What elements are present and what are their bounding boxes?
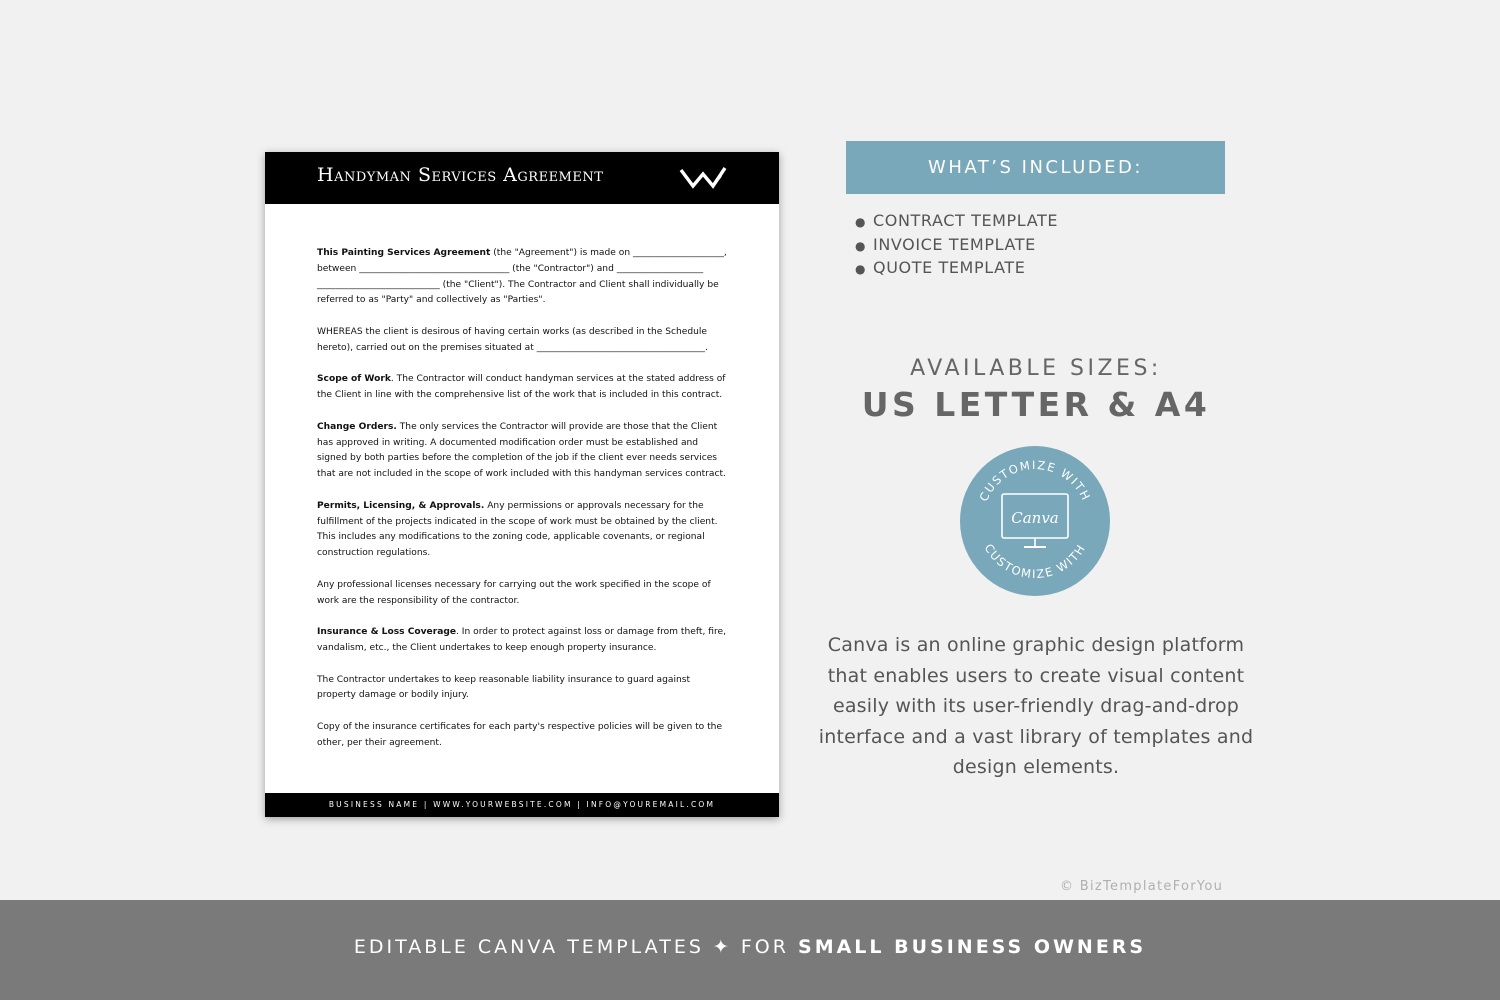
list-item: ● QUOTE TEMPLATE [855, 257, 1058, 281]
paragraph-text: Any professional licenses necessary for carrying out the work specified in the scope of work are the responsibility of the contractor. [317, 579, 711, 606]
bullet-icon: ● [855, 238, 867, 253]
document-paragraph [317, 720, 729, 752]
document-paragraph [317, 673, 729, 705]
list-item: ● INVOICE TEMPLATE [855, 234, 1058, 258]
paragraph-text: Copy of the insurance certificates for each party's respective policies will be given to the other, per their agreement. [317, 721, 723, 748]
whats-included-heading: WHAT’S INCLUDED: [846, 141, 1225, 194]
paragraph-text: WHEREAS the client is desirous of having certain works (as described in the Schedule hereto), carried out on the premises situated at _____________________________________. [317, 326, 708, 353]
bottom-banner-prefix: EDITABLE CANVA TEMPLATES ✦ FOR [353, 936, 799, 958]
document-footer: BUSINESS NAME | WWW.YOURWEBSITE.COM | INFO@YOUREMAIL.COM [265, 793, 779, 817]
paragraph-heading: Change Orders. [317, 421, 397, 432]
badge-top-text: CUSTOMIZE WITH [976, 457, 1094, 504]
bottom-banner [0, 900, 1500, 1000]
list-item: ● CONTRACT TEMPLATE [855, 210, 1058, 234]
paragraph-text: . The Contractor will conduct handyman services at the stated address of the Client in line with the comprehensive list of the work that is included in this contract. [317, 374, 726, 401]
bullet-icon: ● [855, 215, 867, 229]
document-body [317, 246, 729, 767]
paragraph-text: The Contractor undertakes to keep reasonable liability insurance to guard against property damage or bodily injury. [317, 674, 691, 701]
bottom-banner-text [0, 936, 1500, 958]
paragraph-heading: Insurance & Loss Coverage [317, 627, 457, 638]
paragraph-heading: Scope of Work [317, 374, 391, 385]
badge-bottom-text: CUSTOMIZE WITH [981, 541, 1089, 582]
document-paragraph [317, 625, 729, 657]
paragraph-heading: This Painting Services Agreement [317, 248, 491, 258]
canva-logo-text: Canva [1011, 509, 1059, 527]
bottom-banner-emphasis: SMALL BUSINESS OWNERS [798, 936, 1147, 958]
document-header [265, 152, 779, 204]
paragraph-text: The only services the Contractor will provide are those that the Client has approved in writing. A documented modification order must be established and signed by both parties before the completion of the job if the client ever needs services that are not included in the scope of work included with this handyman services contract. [317, 421, 726, 480]
document-paragraph [317, 420, 729, 483]
available-sizes-value: US LETTER & A4 [861, 385, 1211, 424]
customize-with-canva-badge [960, 446, 1110, 596]
paragraph-text: Any permissions or approvals necessary for the fulfillment of the projects indicated in the scope of work must be obtained by the client. This includes any modifications to the zoning code, applicable covenants, or regional construction regulations. [317, 500, 718, 559]
paragraph-text: . In order to protect against loss or damage from theft, fire, vandalism, etc., the Client undertakes to keep enough property insurance. [317, 627, 726, 653]
document-paragraph [317, 246, 729, 309]
agreement-document-preview [265, 152, 779, 817]
document-paragraph [317, 499, 729, 562]
wave-w-logo-icon [679, 164, 727, 192]
paragraph-text: (the "Agreement") is made on ____________________, between _________________________________ (the "Contractor") and ___________________ ___________________________ (the "Client"). The Contractor and Client shall individually be referred to as "Party" and collectively as "Parties". [317, 248, 727, 306]
canva-description: Canva is an online graphic design platform that enables users to create visual content easily with its user-friendly drag-and-drop interface and a vast library of templates and design elements. [818, 634, 1254, 778]
document-paragraph [317, 578, 729, 610]
paragraph-heading: Permits, Licensing, & Approvals. [317, 500, 485, 511]
bullet-icon: ● [855, 262, 867, 276]
copyright-text: © BizTemplateForYou [1060, 879, 1224, 894]
document-title: Handyman Services Agreement [317, 164, 604, 186]
included-list [855, 210, 1058, 281]
document-paragraph [317, 325, 729, 357]
document-paragraph [317, 372, 729, 404]
available-sizes-label: AVAILABLE SIZES: [910, 356, 1162, 381]
